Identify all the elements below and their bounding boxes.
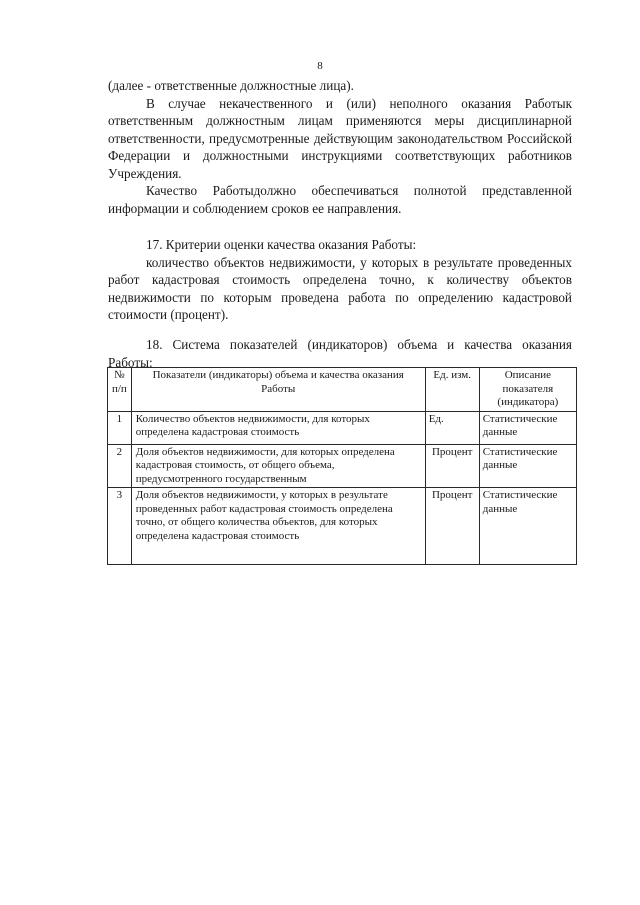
body-text-section-17 — [108, 236, 572, 324]
section-18-heading: 18. Система показателей (индикаторов) объема и качества оказания Работы: — [108, 337, 572, 370]
table-row — [108, 444, 577, 488]
indicator-description: Статистические данные — [479, 411, 576, 444]
indicator-unit: Процент — [425, 444, 479, 488]
indicator-description: Статистические данные — [479, 488, 576, 565]
row-number: 1 — [108, 411, 132, 444]
table-row — [108, 411, 577, 444]
header-indicator-name: Показатели (индикаторы) объема и качества оказания Работы — [131, 368, 425, 412]
row-number: 3 — [108, 488, 132, 565]
paragraph-quality-criteria: количество объектов недвижимости, у которых в результате проведенных работ кадастровая стоимость определена точно, к количеству объектов недвижимости по которым проведена работа по определению кадастровой стоимости (процент). — [108, 254, 572, 322]
paragraph-quality-requirement: Качество Работыдолжно обеспечиваться полнотой представленной информации и соблюдением сроков ее направления. — [108, 183, 572, 216]
paragraph-disciplinary-measures: В случае некачественного и (или) неполного оказания Работык ответственным должностным лицам применяются меры дисциплинарной ответственности, предусмотренные действующим законодательством Российской Федерации и должностными инструкциями соответствующих работников Учреждения. — [108, 95, 572, 181]
header-description: Описание показателя (индикатора) — [479, 368, 576, 412]
section-17-heading: 17. Критерии оценки качества оказания Работы: — [146, 237, 417, 252]
indicator-unit: Ед. — [425, 411, 479, 444]
table-header-row — [108, 368, 577, 412]
indicator-name: Доля объектов недвижимости, у которых в результате проведенных работ кадастровая стоимость определена точно, от общего количества объектов, для которых определена кадастровая стоимость — [131, 488, 425, 565]
indicator-description: Статистические данные — [479, 444, 576, 488]
page-number: 8 — [317, 60, 323, 72]
table-row — [108, 488, 577, 565]
header-unit: Ед. изм. — [425, 368, 479, 412]
indicator-unit: Процент — [425, 488, 479, 565]
paragraph-responsible-persons: (далее - ответственные должностные лица). — [108, 78, 354, 93]
row-number: 2 — [108, 444, 132, 488]
body-text-section-18 — [108, 336, 572, 371]
indicator-name: Доля объектов недвижимости, для которых определена кадастровая стоимость, от общего объема, предусмотренного государственным — [131, 444, 425, 488]
header-number: № п/п — [108, 368, 132, 412]
indicator-name: Количество объектов недвижимости, для которых определена кадастровая стоимость — [131, 411, 425, 444]
body-text-section-1 — [108, 77, 572, 217]
indicators-table — [107, 367, 577, 565]
